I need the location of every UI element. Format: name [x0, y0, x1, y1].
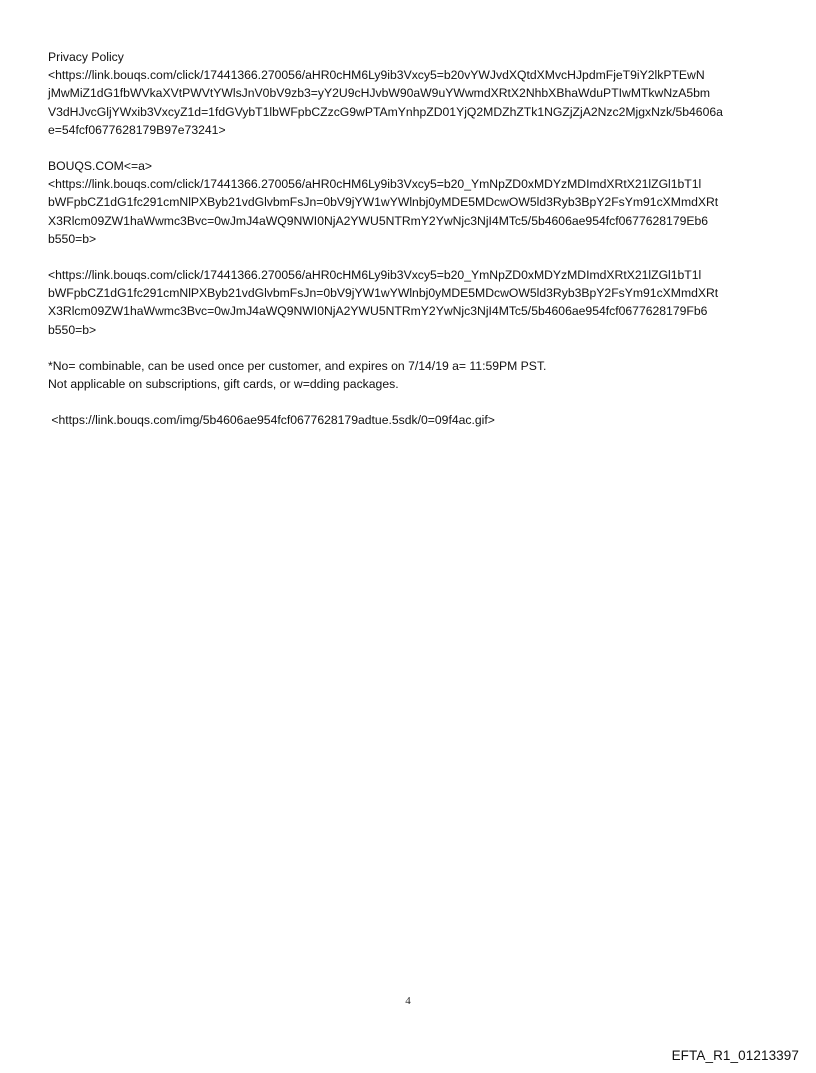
bouqs-link-line: <https://link.bouqs.com/click/17441366.270056/aHR0cHM6Ly9ib3Vxcy5=b20_YmNpZD0xMDYzMDImdXRtX21lZGl1bT1l	[48, 177, 702, 192]
terms-line: *No= combinable, can be used once per customer, and expires on 7/14/19 a= 11:59PM PST.	[48, 358, 547, 373]
privacy-policy-heading: Privacy Policy	[48, 50, 124, 64]
bouqs-link-line: bWFpbCZ1dG1fc291cmNlPXByb21vdGlvbmFsJn=0bV9jYW1wYWlnbj0yMDE5MDcwOW5ld3Ryb3BpY2FsYm91cXMmdXRt	[48, 195, 719, 210]
terms-line: Not applicable on subscriptions, gift cards, or w=dding packages.	[48, 377, 399, 392]
second-link-line: <https://link.bouqs.com/click/17441366.270056/aHR0cHM6Ly9ib3Vxcy5=b20_YmNpZD0xMDYzMDImdXRtX21lZGl1bT1l	[48, 268, 702, 283]
document-id: EFTA_R1_01213397	[671, 1048, 799, 1063]
privacy-policy-link-line: jMwMiZ1dG1fbWVkaXVtPWVtYWlsJnV0bV9zb3=yY2U9cHJvbW90aW9uYWwmdXRtX2NhbXBhaWduPTIwMTkwNzA5bm	[48, 86, 711, 101]
terms-block	[48, 357, 773, 393]
second-link-line: bWFpbCZ1dG1fc291cmNlPXByb21vdGlvbmFsJn=0bV9jYW1wYWlnbj0yMDE5MDcwOW5ld3Ryb3BpY2FsYm91cXMmdXRt	[48, 286, 719, 301]
privacy-policy-block	[48, 48, 773, 139]
image-link-block	[48, 411, 773, 429]
bouqs-link-line: b550=b>	[48, 231, 97, 246]
image-link-line: <https://link.bouqs.com/img/5b4606ae954fcf0677628179adtue.5sdk/0=09f4ac.gif>	[48, 413, 495, 428]
document-body	[48, 48, 773, 447]
second-link-block	[48, 266, 773, 339]
bouqs-heading: BOUQS.COM<=a>	[48, 159, 152, 174]
page-number: 4	[405, 995, 411, 1007]
second-link-line: X3Rlcm09ZW1haWwmc3Bvc=0wJmJ4aWQ9NWI0NjA2YWU5NTRmY2YwNjc3NjI4MTc5/5b4606ae954fcf0677628179Fb6	[48, 304, 708, 319]
second-link-line: b550=b>	[48, 322, 97, 337]
privacy-policy-link-line: e=54fcf0677628179B97e73241>	[48, 122, 226, 137]
privacy-policy-link-line: <https://link.bouqs.com/click/17441366.270056/aHR0cHM6Ly9ib3Vxcy5=b20vYWJvdXQtdXMvcHJpdmFjeT9iY2lkPTEwN	[48, 68, 705, 83]
bouqs-link-block	[48, 157, 773, 248]
privacy-policy-link-line: V3dHJvcGljYWxib3VxcyZ1d=1fdGVybT1lbWFpbCZzcG9wPTAmYnhpZD01YjQ2MDZhZTk1NGZjZjA2Nzc2MjgxNzk/5b4606a	[48, 104, 723, 119]
bouqs-link-line: X3Rlcm09ZW1haWwmc3Bvc=0wJmJ4aWQ9NWI0NjA2YWU5NTRmY2YwNjc3NjI4MTc5/5b4606ae954fcf0677628179Eb6	[48, 213, 709, 228]
